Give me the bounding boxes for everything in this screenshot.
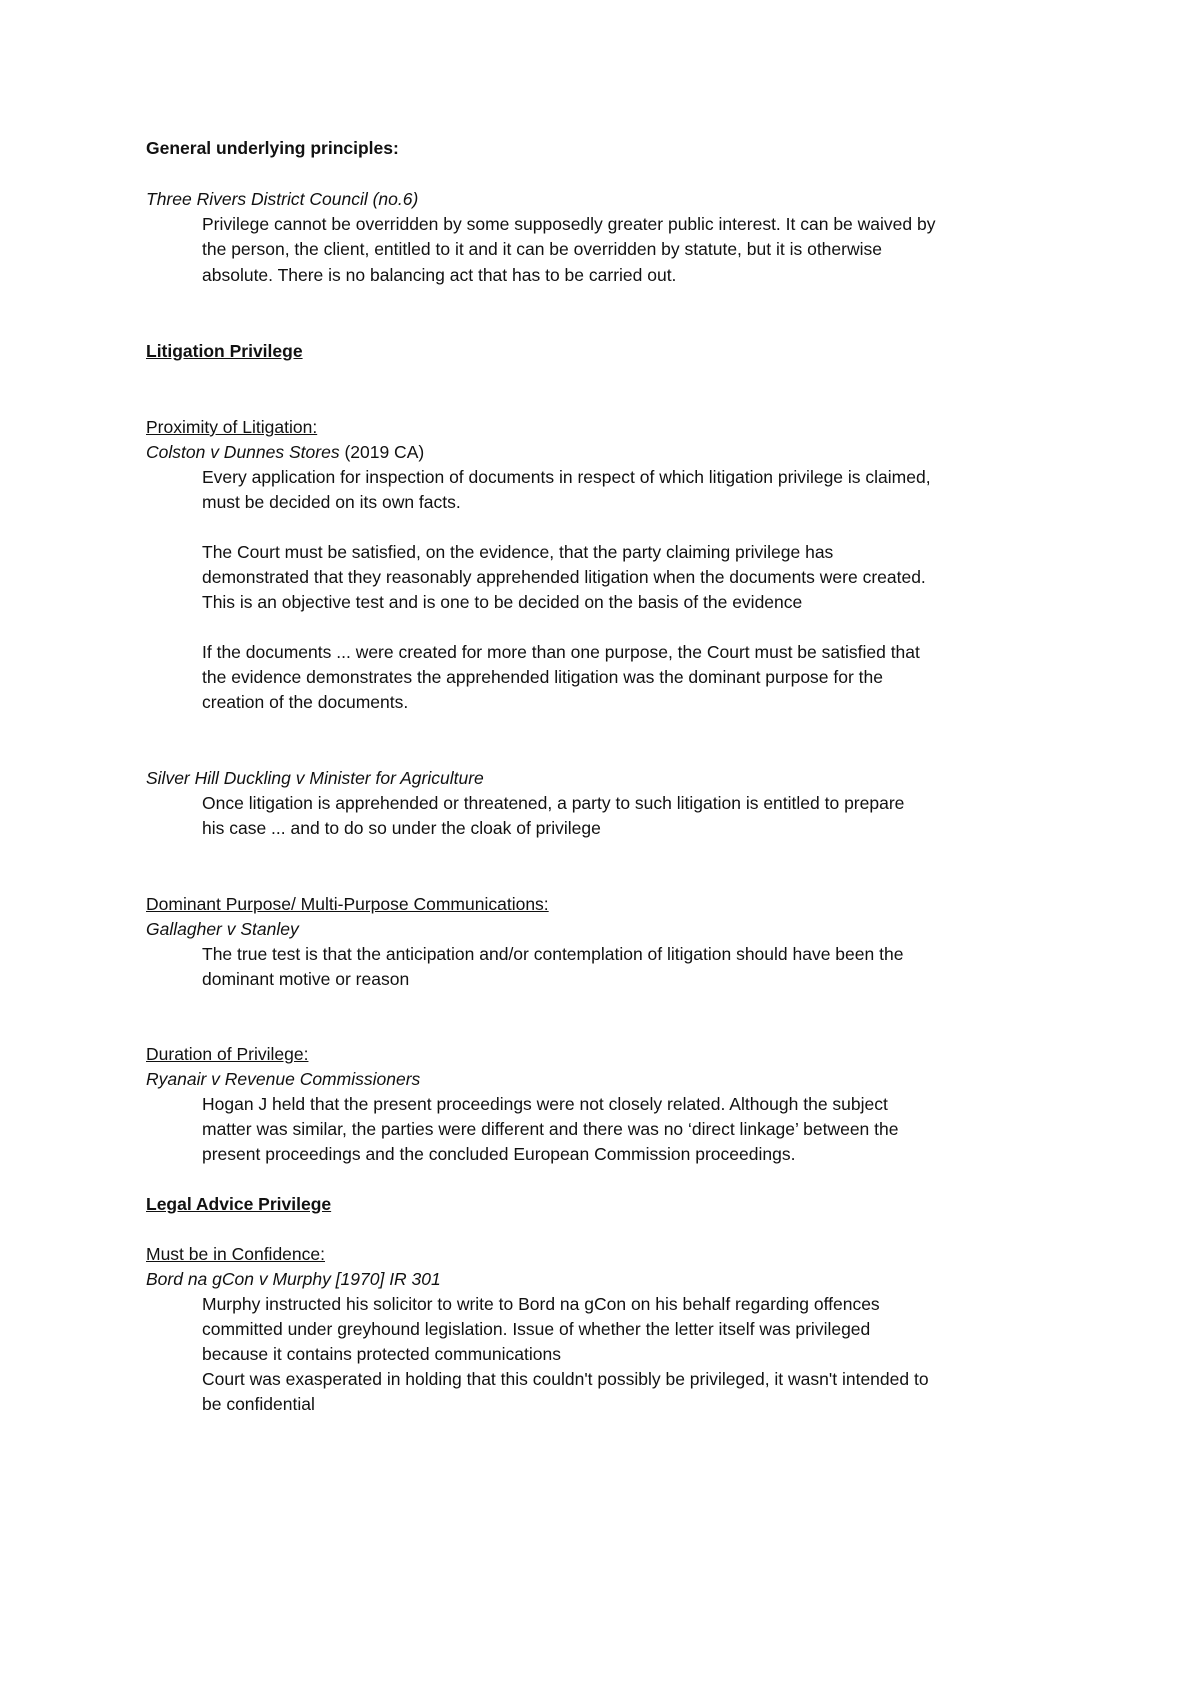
colston-para3-line-2: the evidence demonstrates the apprehended litigation was the dominant purpose for the bbox=[202, 667, 884, 687]
colston-para3-line-1: If the documents ... were created for more than one purpose, the Court must be satisfied that bbox=[202, 642, 920, 662]
confidence-subheading: Must be in Confidence: bbox=[146, 1244, 325, 1264]
gallagher-line-2: dominant motive or reason bbox=[202, 969, 410, 989]
case-bord-na-gcon: Bord na gCon v Murphy [1970] IR 301 bbox=[146, 1269, 441, 1289]
bord-na-gcon-line-4: Court was exasperated in holding that this couldn't possibly be privileged, it wasn't intended to bbox=[202, 1369, 929, 1389]
colston-para1-line-2: must be decided on its own facts. bbox=[202, 492, 461, 512]
dominant-purpose-subheading: Dominant Purpose/ Multi-Purpose Communications: bbox=[146, 894, 549, 914]
case-silver-hill: Silver Hill Duckling v Minister for Agriculture bbox=[146, 768, 484, 788]
general-principles-heading: General underlying principles: bbox=[146, 138, 399, 158]
colston-case-name: Colston v Dunnes Stores bbox=[146, 442, 340, 462]
colston-case-suffix: (2019 CA) bbox=[339, 442, 425, 462]
bord-na-gcon-line-2: committed under greyhound legislation. Issue of whether the letter itself was privileged bbox=[202, 1319, 871, 1339]
case-ryanair: Ryanair v Revenue Commissioners bbox=[146, 1069, 421, 1089]
case-colston bbox=[146, 441, 424, 463]
duration-subheading: Duration of Privilege: bbox=[146, 1044, 309, 1064]
colston-para1-line-1: Every application for inspection of documents in respect of which litigation privilege is claimed, bbox=[202, 467, 931, 487]
ryanair-line-1: Hogan J held that the present proceedings were not closely related. Although the subject bbox=[202, 1094, 888, 1114]
legal-advice-privilege-heading: Legal Advice Privilege bbox=[146, 1194, 332, 1214]
ryanair-line-2: matter was similar, the parties were different and there was no ‘direct linkage’ between the bbox=[202, 1119, 899, 1139]
three-rivers-line-1: Privilege cannot be overridden by some supposedly greater public interest. It can be waived by bbox=[202, 214, 936, 234]
ryanair-line-3: present proceedings and the concluded European Commission proceedings. bbox=[202, 1144, 796, 1164]
three-rivers-line-3: absolute. There is no balancing act that has to be carried out. bbox=[202, 265, 677, 285]
colston-para3-line-3: creation of the documents. bbox=[202, 692, 409, 712]
bord-na-gcon-line-3: because it contains protected communications bbox=[202, 1344, 561, 1364]
colston-para2-line-3: This is an objective test and is one to be decided on the basis of the evidence bbox=[202, 592, 803, 612]
proximity-subheading: Proximity of Litigation: bbox=[146, 417, 318, 437]
litigation-privilege-heading: Litigation Privilege bbox=[146, 341, 303, 361]
colston-para2-line-2: demonstrated that they reasonably apprehended litigation when the documents were created. bbox=[202, 567, 926, 587]
case-gallagher: Gallagher v Stanley bbox=[146, 919, 299, 939]
gallagher-line-1: The true test is that the anticipation and/or contemplation of litigation should have been the bbox=[202, 944, 904, 964]
colston-para2-line-1: The Court must be satisfied, on the evidence, that the party claiming privilege has bbox=[202, 542, 834, 562]
bord-na-gcon-line-1: Murphy instructed his solicitor to write to Bord na gCon on his behalf regarding offences bbox=[202, 1294, 880, 1314]
case-three-rivers: Three Rivers District Council (no.6) bbox=[146, 189, 419, 209]
silver-hill-line-2: his case ... and to do so under the cloak of privilege bbox=[202, 818, 601, 838]
silver-hill-line-1: Once litigation is apprehended or threatened, a party to such litigation is entitled to prepare bbox=[202, 793, 905, 813]
three-rivers-line-2: the person, the client, entitled to it and it can be overridden by statute, but it is otherwise bbox=[202, 239, 882, 259]
bord-na-gcon-line-5: be confidential bbox=[202, 1394, 315, 1414]
